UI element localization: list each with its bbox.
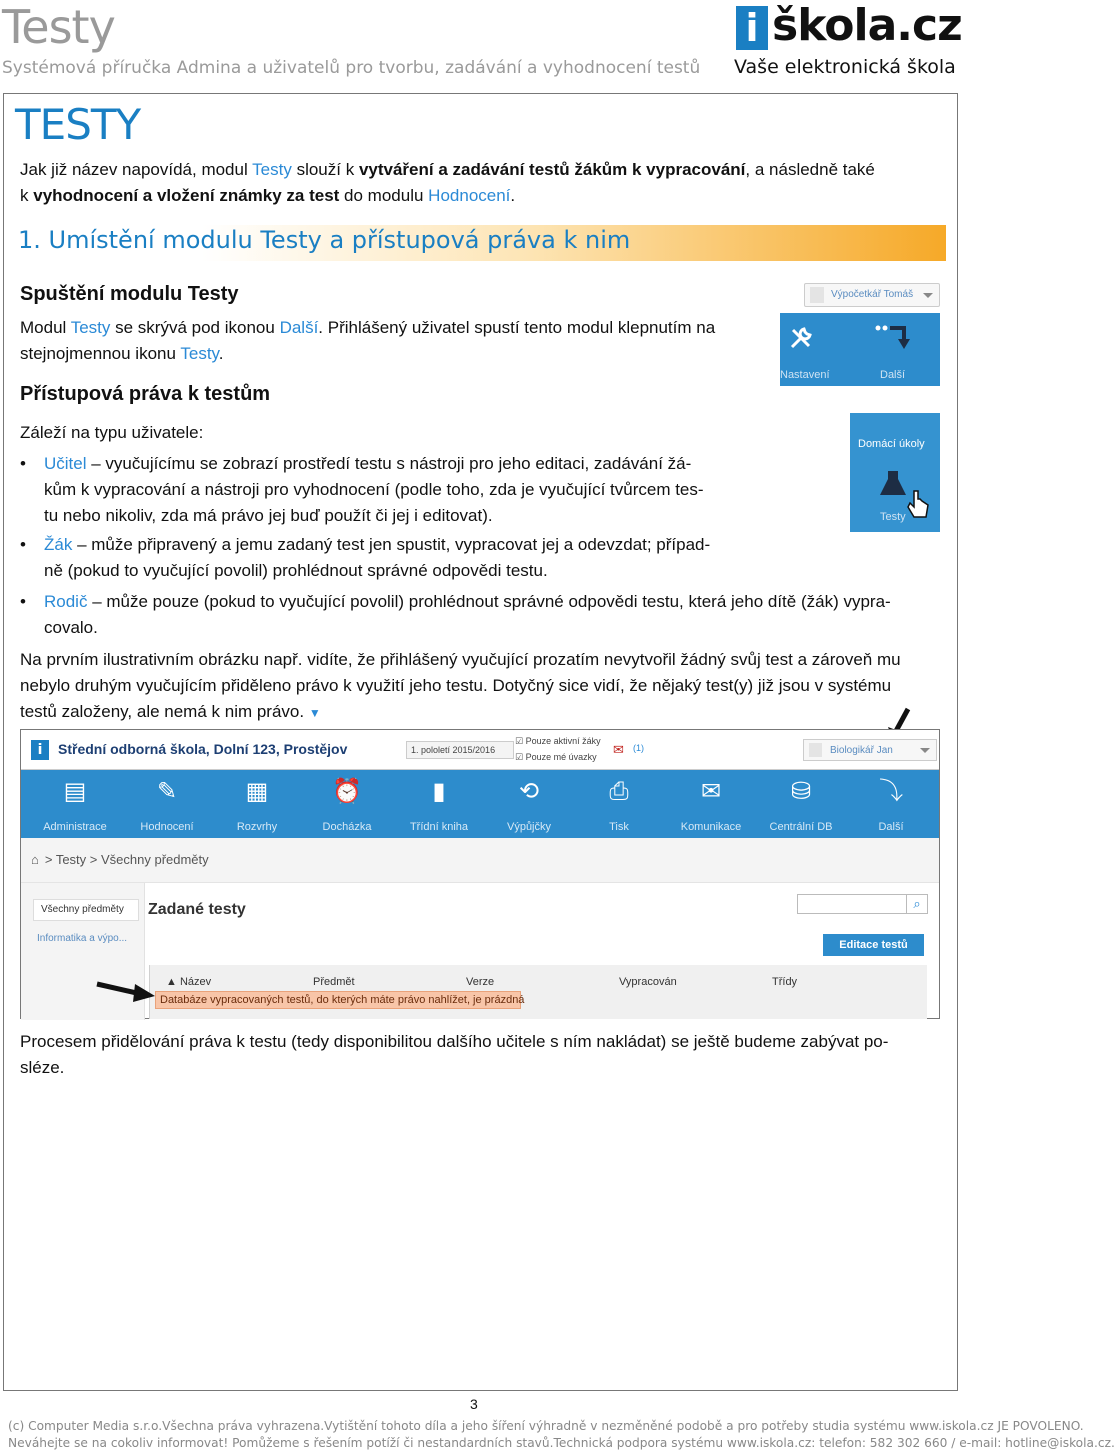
hodnoceni-icon: ✎ bbox=[156, 778, 178, 805]
menu-item-centralni-db[interactable] bbox=[755, 770, 847, 838]
logo-i-mark: i bbox=[736, 6, 768, 50]
page-title: TESTY bbox=[15, 100, 141, 149]
column-header[interactable]: Verze bbox=[466, 976, 495, 988]
wrench-icon bbox=[788, 325, 814, 351]
menu-item-administrace[interactable] bbox=[21, 770, 129, 838]
intro-bold: vyhodnocení a vložení známky za test bbox=[33, 186, 340, 205]
menu-label: Další bbox=[878, 821, 904, 833]
launch-text: se skrývá pod ikonou bbox=[110, 318, 280, 337]
tridni-kniha-icon: ▮ bbox=[432, 778, 446, 805]
vypujcky-icon: ⟲ bbox=[518, 778, 540, 805]
student-bullet bbox=[44, 532, 710, 584]
intro-text: k bbox=[20, 186, 34, 205]
launch-text: . bbox=[218, 344, 224, 363]
menu-label: Hodnocení bbox=[140, 821, 194, 833]
parent-text: covalo. bbox=[44, 618, 98, 637]
example-text: Na prvním ilustrativním obrázku např. vidíte, že přihlášený vyučující prozatím nevytvořil žádný svůj test a zároveň mu bbox=[20, 650, 901, 669]
breadcrumb-text[interactable]: > Testy > Všechny předměty bbox=[44, 852, 209, 867]
testy-link[interactable]: Testy bbox=[180, 344, 219, 363]
bullet-dot: • bbox=[20, 454, 26, 473]
example-text: nebylo druhým vyučujícím přiděleno právo k využití jeho testu. Dotyčný sice vidí, že nějaký test(y) již jsou v systému bbox=[20, 676, 892, 695]
menu-label: Centrální DB bbox=[769, 821, 833, 833]
dochazka-icon: ⏰ bbox=[332, 778, 362, 805]
triangle-down-icon: ▼ bbox=[308, 706, 321, 720]
teacher-text: tu nebo nikoliv, zda má právo jej buď použít či jej i editovat). bbox=[44, 506, 493, 525]
menu-item-tridni-kniha[interactable] bbox=[391, 770, 487, 838]
sidebar-item-informatika[interactable]: Informatika a výpo... bbox=[37, 933, 128, 944]
student-text: ně (pokud to vyučující povolil) prohlédnout správné odpovědi testu. bbox=[44, 561, 548, 580]
column-header[interactable]: Třídy bbox=[772, 976, 798, 988]
hodnoceni-link[interactable]: Hodnocení bbox=[428, 186, 511, 205]
menu-label: Administrace bbox=[43, 821, 107, 833]
menu-item-vypujcky[interactable] bbox=[483, 770, 575, 838]
page-number: 3 bbox=[470, 1396, 478, 1412]
user-dropdown: Výpočetkář Tomáš bbox=[804, 283, 940, 307]
dalsi-menu-illustration bbox=[780, 283, 940, 386]
my-workloads-checkbox[interactable]: ☑ Pouze mé úvazky bbox=[515, 752, 597, 763]
menu-label: Výpůjčky bbox=[506, 821, 552, 833]
intro-text: Jak již název napovídá, modul bbox=[20, 160, 253, 179]
school-name: Střední odborná škola, Dolní 123, Prostějov bbox=[58, 741, 348, 757]
parent-label: Rodič bbox=[44, 592, 88, 611]
logo-text: škola.cz bbox=[772, 0, 962, 51]
outro-text: Procesem přidělování práva k testu (tedy disponibilitou dalšího učitele s ním nakládat) se ještě budeme zabývat po- bbox=[20, 1032, 889, 1051]
launch-heading: Spuštění modulu Testy bbox=[20, 283, 239, 305]
example-paragraph bbox=[20, 647, 901, 726]
intro-text: slouží k bbox=[291, 160, 359, 179]
launch-text: . Přihlášený uživatel spustí tento modul klepnutím na bbox=[318, 318, 716, 337]
app-topbar bbox=[21, 730, 939, 770]
column-header[interactable]: Předmět bbox=[313, 976, 355, 988]
home-icon[interactable]: ⌂ bbox=[31, 852, 39, 867]
period-select[interactable]: 1. pololetí 2015/2016 bbox=[406, 741, 514, 759]
column-header[interactable]: ▲ Název bbox=[166, 976, 212, 988]
outro-paragraph bbox=[20, 1029, 888, 1081]
mail-icon[interactable]: ✉ bbox=[613, 742, 624, 757]
column-header[interactable]: Vypracován bbox=[619, 976, 677, 988]
launch-text: stejnojmennou ikonu bbox=[20, 344, 181, 363]
menu-item-tisk[interactable] bbox=[573, 770, 665, 838]
access-lead: Záleží na typu uživatele: bbox=[20, 423, 204, 442]
teacher-label: Učitel bbox=[44, 454, 87, 473]
menu-item-dalsi[interactable] bbox=[845, 770, 937, 838]
menu-label: Třídní kniha bbox=[409, 821, 469, 833]
bullet-dot: • bbox=[20, 592, 26, 611]
menu-label: Tisk bbox=[609, 821, 629, 833]
menu-label: Docházka bbox=[322, 821, 372, 833]
intro-bold: vytváření a zadávání testů žákům k vypracování bbox=[358, 160, 746, 179]
menu-item-dochazka[interactable] bbox=[301, 770, 393, 838]
section-heading-bar bbox=[16, 225, 946, 261]
student-label: Žák bbox=[44, 535, 73, 554]
pointer-arrow-icon bbox=[95, 980, 157, 1002]
example-text: testů založeny, ale nemá k nim právo. bbox=[20, 702, 305, 721]
main-menu bbox=[21, 770, 939, 838]
testy-link[interactable]: Testy bbox=[252, 160, 292, 179]
bullet-dot: • bbox=[20, 535, 26, 554]
student-text: – může připravený a jemu zadaný test jen spustit, vypracovat jej a odevzdat; případ- bbox=[72, 535, 711, 554]
intro-text: . bbox=[510, 186, 516, 205]
intro-paragraph bbox=[20, 157, 945, 209]
dalsi-link[interactable]: Další bbox=[279, 318, 319, 337]
intro-text: do modulu bbox=[339, 186, 429, 205]
active-students-checkbox[interactable]: ☑ Pouze aktivní žáky bbox=[515, 736, 601, 747]
menu-label: Komunikace bbox=[680, 821, 742, 833]
access-heading: Přístupová práva k testům bbox=[20, 383, 271, 405]
komunikace-icon: ✉ bbox=[700, 778, 722, 805]
breadcrumb bbox=[21, 838, 939, 883]
printer-icon: ⎙ bbox=[609, 778, 629, 805]
testy-label: Testy bbox=[880, 511, 906, 523]
teacher-text: kům k vypracování a nástroji pro vyhodnocení (podle toho, zda je vyučující tvůrcem tes- bbox=[44, 480, 704, 499]
empty-table-message: Databáze vypracovaných testů, do kterých máte právo nahlížet, je prázdná bbox=[155, 991, 521, 1009]
user-dropdown[interactable]: Biologikář Jan bbox=[803, 739, 937, 761]
domaci-ukoly-label: Domácí úkoly bbox=[858, 438, 925, 450]
testy-link[interactable]: Testy bbox=[70, 318, 111, 337]
footer-copyright: (c) Computer Media s.r.o.Všechna práva vyhrazena.Vytištění tohoto díla a jeho šíření výhradně v nezměněné podobě a pro potřeby studia systému www.iskola.cz JE POVOLENO. bbox=[8, 1419, 1084, 1433]
outro-text: sléze. bbox=[20, 1058, 65, 1077]
menu-label: Rozvrhy bbox=[236, 821, 278, 833]
parent-bullet bbox=[44, 589, 891, 641]
administrace-icon: ▤ bbox=[63, 778, 87, 805]
section-heading: 1. Umístění modulu Testy a přístupová práva k nim bbox=[18, 226, 631, 254]
teacher-text: – vyučujícímu se zobrazí prostředí testu s nástroji pro jeho editaci, zadávání žá- bbox=[86, 454, 692, 473]
dalsi-arrow-icon bbox=[874, 323, 914, 353]
document-title: Testy bbox=[2, 0, 115, 54]
iskola-logo bbox=[734, 0, 962, 80]
dalsi-label: Další bbox=[880, 369, 906, 381]
sidebar-item-all-subjects[interactable]: Všechny předměty bbox=[33, 899, 139, 921]
footer-support: Neváhejte se na cokoliv informovat! Pomůžeme s řešením potíží či nestandardních stavů.Technická podpora systému www.iskola.cz: telefon: 582 302 660 / e-mail: hotline@iskola.cz. bbox=[8, 1436, 1115, 1450]
launch-text: Modul bbox=[20, 318, 71, 337]
nastaveni-label: Nastavení bbox=[780, 369, 830, 381]
menu-strip bbox=[780, 313, 940, 386]
mail-count: (1) bbox=[633, 743, 644, 753]
edit-tests-button[interactable]: Editace testů bbox=[823, 934, 924, 956]
school-logo-icon: i bbox=[31, 740, 49, 760]
dalsi-arrow-icon: ⤵ bbox=[879, 778, 903, 805]
database-icon: ⛁ bbox=[790, 778, 812, 805]
menu-item-rozvrhy[interactable] bbox=[211, 770, 303, 838]
menu-item-hodnoceni[interactable] bbox=[121, 770, 213, 838]
document-subtitle: Systémová příručka Admina a uživatelů pro tvorbu, zadávání a vyhodnocení testů bbox=[2, 58, 701, 78]
search-input[interactable] bbox=[797, 894, 928, 914]
rozvrhy-icon: ▦ bbox=[245, 778, 269, 805]
app-screenshot bbox=[20, 729, 940, 1019]
teacher-bullet bbox=[44, 451, 704, 529]
menu-item-komunikace[interactable] bbox=[663, 770, 759, 838]
testy-menu-illustration bbox=[850, 413, 940, 532]
parent-text: – může pouze (pokud to vyučující povolil) prohlédnout správné odpovědi testu, která jeho dítě (žák) vypra- bbox=[87, 592, 891, 611]
intro-text: , a následně také bbox=[745, 160, 875, 179]
launch-paragraph bbox=[20, 315, 715, 367]
logo-tagline: Vaše elektronická škola bbox=[734, 56, 956, 78]
section-title: Zadané testy bbox=[148, 901, 246, 918]
